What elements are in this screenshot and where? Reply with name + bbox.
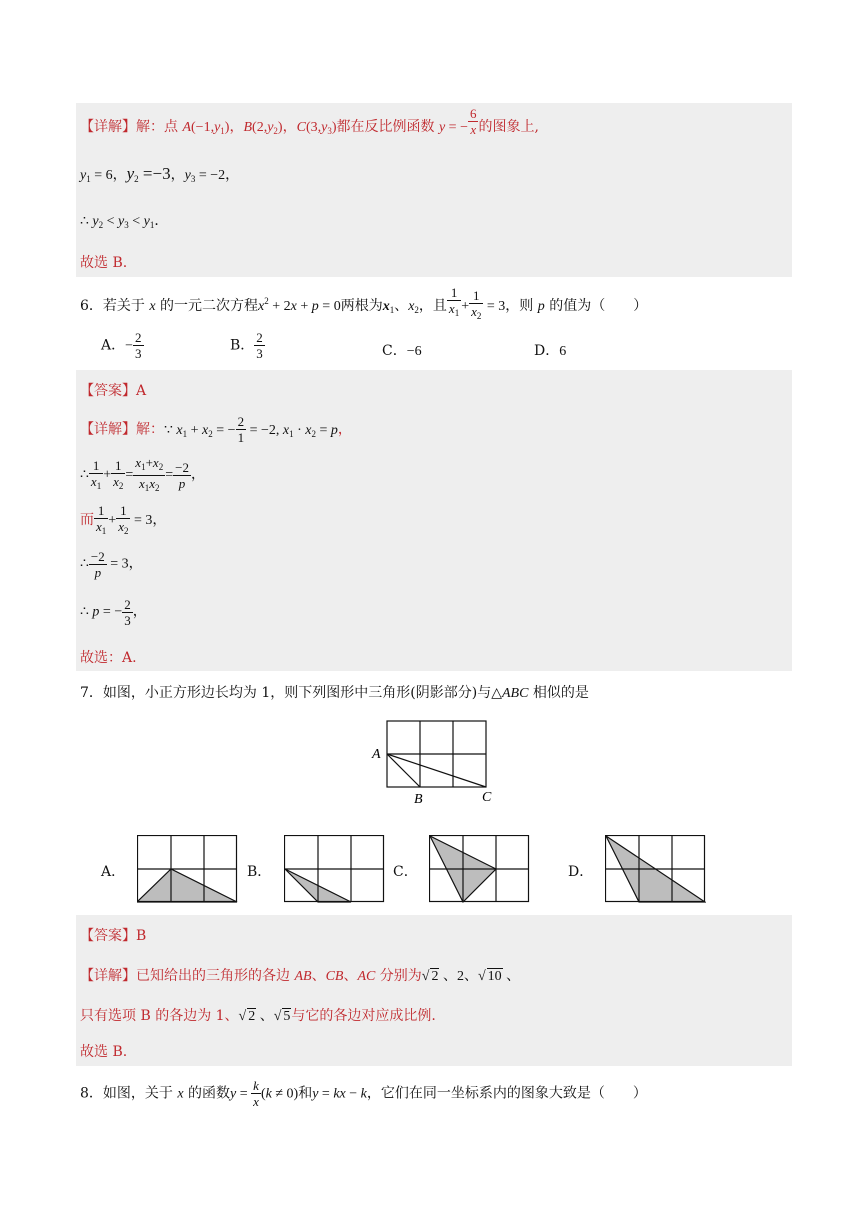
q7-option-a-triangle [137,869,237,902]
q7-stem-text: 如图，小正方形边长均为 1，则下列图形中三角形(阴影部分)与△ [102,685,502,701]
q6-detail-2: ∴ $\frac{1}{x_1}$ + $\frac{1}{x_2}$ = $\frac{x_1+x_2}{x_1x_2}$ = $\frac{-2}{p}$ ， [80,455,205,493]
q6-answer-tag: 【答案】 [80,383,136,399]
q8-stem-b: 的函数 [188,1085,231,1102]
q7-detail-line1-b: 分别为 [379,968,422,984]
q5-detail-tail: 的图象上, [478,119,539,135]
q7-detail-1: 【详解】已知给出的三角形的各边 AB、CB、AC 分别为√ 2 、2、√ 10 、 [80,968,521,984]
q6-option-c-label: C． [382,343,407,359]
q7-conclusion: 故选 B. [80,1044,128,1060]
q6-option-c-value: −6 [406,344,422,359]
q7-detail-2: 只有选项 B 的各边为 1、√ 2 、√ 5与它的各边对应成比例. [80,1008,436,1024]
q7-stem-abc: ABC [501,686,529,701]
q7-detail-line2-a: 只有选项 B 的各边为 1、 [80,1008,239,1024]
q7-solution-box [76,915,792,1066]
q6-option-a[interactable]: A．− $\frac{2}{3}$ [101,330,142,361]
q6-option-b-label: B． [230,337,255,354]
q7-main-figure [366,715,506,810]
q6-stem: 6．若关于 x 的一元二次方程$x^2 + 2x + p = 0$两根为$x_1$、$x_2$，且 $\frac{1}{x_1}$ + $\frac{1}{x_2}$ = 3，则 p 的值为（ ） [80,285,648,321]
q6-stem-b: 的一元二次方程 [160,298,259,314]
q7-stem-end: 相似的是 [528,685,589,701]
q7-answer-tag: 【答案】 [80,928,136,944]
q7-answer-value: B [136,928,147,944]
q6-option-b[interactable]: B． $\frac{2}{3}$ [230,330,263,361]
q6-detail-4: ∴ $\frac{-2}{p}$ = 3， [80,549,143,580]
q7-label-b: B [414,792,423,807]
q6-option-d-value: 6 [559,344,567,359]
q6-detail-tag: 【详解】 [80,421,136,438]
q6-option-d[interactable] [534,340,566,360]
q7-option-d-label[interactable]: D． [568,864,594,880]
q7-option-b-label[interactable]: B． [247,864,272,880]
q5-order: ∴ $y_2 < y_3 < y_1$． [80,214,169,230]
q7-detail-line2-b: 与它的各边对应成比例. [291,1008,436,1024]
q8-number: 8． [80,1085,103,1102]
q6-answer [80,380,146,400]
q6-stem-d: ，且 [418,298,447,314]
q6-option-c[interactable] [382,340,422,360]
q7-detail-tag: 【详解】 [80,968,136,984]
q7-number: 7． [80,685,103,701]
q6-detail-1: 【详解】解：∵ $x_1 + x_2$ = − $\frac{2}{1}$ = −2, $x_1 \cdot x_2 = p$， [80,414,352,445]
q5-conclusion: 故选 B. [80,255,128,271]
q7-label-a: A [372,747,381,762]
q7-stem [80,682,589,702]
q8-stem: 8．如图，关于 x 的函数y = $\frac{k}{x}$ (k ≠ 0)和y = kx − k，它们在同一坐标系内的图象大致是（ ） [80,1078,647,1109]
q6-number: 6． [80,298,103,314]
q7-option-b-figure[interactable] [284,835,385,903]
q6-conclusion: 故选：A. [80,650,137,666]
q7-option-d-figure[interactable] [605,835,706,903]
q5-detail-line: 【详解】解：点 $A(-1,y_1)$，$B(2,y_2)$，$C(3,y_3)$都在反比例函数 y = − $\frac{6}{x}$ 的图象上, [80,105,539,137]
q6-option-d-label: D． [534,343,560,359]
q7-answer [80,925,146,945]
q5-detail-text: 解：点 [136,119,178,135]
q7-option-c-label[interactable]: C． [393,864,418,880]
q7-detail-line1: 已知给出的三角形的各边 [136,968,290,984]
q6-option-a-label: A． [101,337,126,354]
q7-option-a-figure[interactable] [137,835,238,903]
q7-option-c-figure[interactable] [429,835,530,903]
q6-stem-a: 若关于 [102,298,145,314]
q6-detail-3: 而 $\frac{1}{x_1}$ + $\frac{1}{x_2}$ = 3， [80,503,167,536]
q8-stem-d: ，它们在同一坐标系内的图象大致是（ ） [366,1085,647,1102]
q8-stem-a: 如图，关于 [102,1085,173,1102]
q8-stem-c: 和 [298,1085,313,1102]
q6-stem-f: 的值为（ ） [549,298,648,314]
q6-stem-c: 两根为 [340,298,383,314]
q7-option-a-label[interactable]: A． [101,864,126,880]
q7-label-c: C [482,790,492,805]
q6-er: 而 [80,513,94,529]
q6-answer-value: A [136,383,147,399]
q5-values: $y_1 = 6$，$y_2 =-3$，$y_3 = -2$， [80,164,240,184]
q5-detail-mid: 都在反比例函数 [336,119,435,135]
q6-detail-5: ∴ p = − $\frac{2}{3}$ ， [80,597,147,628]
q5-detail-tag: 【详解】 [80,119,136,135]
q6-detail-start: 解： [136,421,164,438]
q6-stem-e: ，则 [505,298,534,314]
